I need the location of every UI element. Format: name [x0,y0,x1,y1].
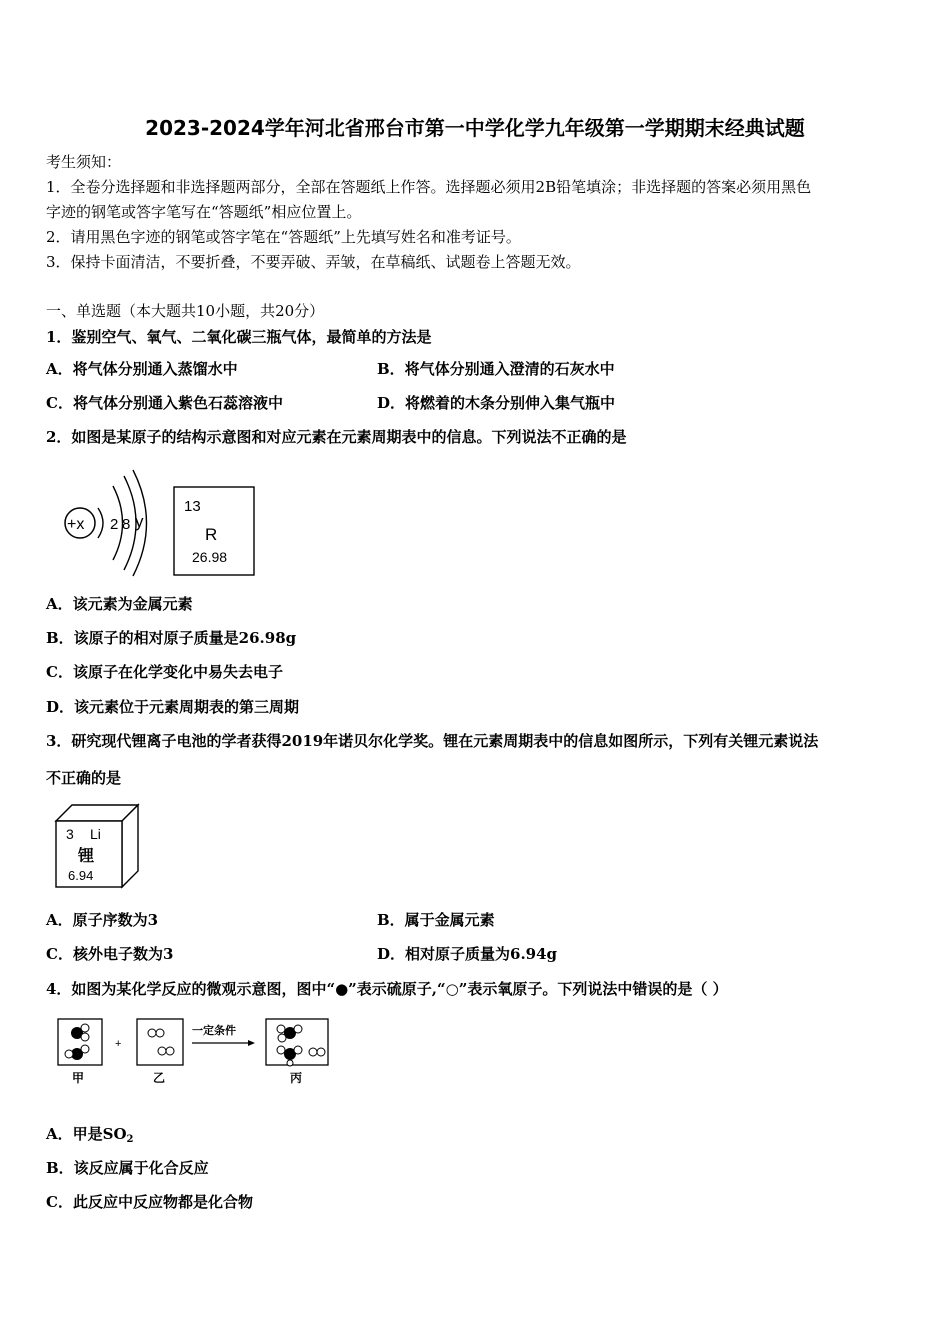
q3-element-number: 3 [66,826,74,842]
q3-element-symbol: Li [90,826,101,842]
notice-heading: 考生须知： [46,153,122,171]
q4-option-a-subscript: 2 [126,1134,134,1145]
q3-element-name: 锂 [78,848,95,865]
q4-option-c[interactable]: C．此反应中反应物都是化合物 [46,1193,253,1211]
q3-option-d[interactable]: D．相对原子质量为6.94g [377,945,558,963]
section-heading: 一、单选题（本大题共10小题，共20分） [46,302,325,320]
q2-option-c[interactable]: C．该原子在化学变化中易失去电子 [46,663,283,681]
q2-atom-structure-figure [58,466,258,580]
q4-option-a-text: A．甲是SO [46,1125,127,1143]
q2-nucleus-label: +x [67,516,85,533]
q2-shell-1-electrons: 2 [110,516,119,533]
q4-reaction-condition: 一定条件 [192,1025,236,1037]
q3-option-a[interactable]: A．原子序数为3 [46,911,159,929]
notice-item-1-cont: 字迹的钢笔或答字笔写在“答题纸”相应位置上。 [46,203,362,221]
q4-label-bing: 丙 [290,1071,303,1085]
q4-label-yi: 乙 [153,1071,166,1085]
page-title: 2023-2024学年河北省邢台市第一中学化学九年级第一学期期末经典试题 [145,116,805,140]
notice-item-1: 1．全卷分选择题和非选择题两部分，全部在答题纸上作答。选择题必须用2B铅笔填涂；非选择题的答案必须用黑色 [46,178,812,196]
q4-option-b[interactable]: B．该反应属于化合反应 [46,1159,209,1177]
q4-option-a[interactable] [46,1124,134,1150]
q2-element-symbol: R [205,525,218,544]
q1-stem: 1．鉴别空气、氧气、二氧化碳三瓶气体，最简单的方法是 [46,328,432,346]
notice-item-3: 3．保持卡面清洁，不要折叠，不要弄破、弄皱，在草稿纸、试题卷上答题无效。 [46,253,581,271]
q2-element-mass: 26.98 [192,549,228,565]
q3-option-b[interactable]: B．属于金属元素 [377,911,495,929]
q3-stem-line2: 不正确的是 [46,769,122,787]
q1-option-d[interactable]: D．将燃着的木条分别伸入集气瓶中 [377,394,616,412]
q4-reaction-figure [52,1016,342,1088]
q2-shell-3-electrons: y [135,512,144,531]
q2-element-number: 13 [184,498,201,515]
q3-stem-line1: 3．研究现代锂离子电池的学者获得2019年诺贝尔化学奖。锂在元素周期表中的信息如图所示，下列有关锂元素说法 [46,732,819,750]
q1-option-b[interactable]: B．将气体分别通入澄清的石灰水中 [377,360,615,378]
q3-option-c[interactable]: C．核外电子数为3 [46,945,174,963]
notice-item-2: 2．请用黑色字迹的钢笔或答字笔在“答题纸”上先填写姓名和准考证号。 [46,228,521,246]
q2-option-b[interactable]: B．该原子的相对原子质量是26.98g [46,629,297,647]
q4-stem: 4．如图为某化学反应的微观示意图，图中“●”表示硫原子,“○”表示氧原子。下列说法中错误的是（ ） [46,980,728,998]
q2-shell-2-electrons: 8 [122,516,131,533]
q4-label-jia: 甲 [72,1071,85,1085]
q2-option-a[interactable]: A．该元素为金属元素 [46,595,193,613]
q1-option-c[interactable]: C．将气体分别通入紫色石蕊溶液中 [46,394,283,412]
q1-option-a[interactable]: A．将气体分别通入蒸馏水中 [46,360,238,378]
q2-option-d[interactable]: D．该元素位于元素周期表的第三周期 [46,698,300,716]
q4-plus-sign: + [115,1038,122,1050]
q3-element-mass: 6.94 [68,868,94,883]
q2-stem: 2．如图是某原子的结构示意图和对应元素在元素周期表中的信息。下列说法不正确的是 [46,428,627,446]
q3-lithium-element-figure [52,801,144,891]
